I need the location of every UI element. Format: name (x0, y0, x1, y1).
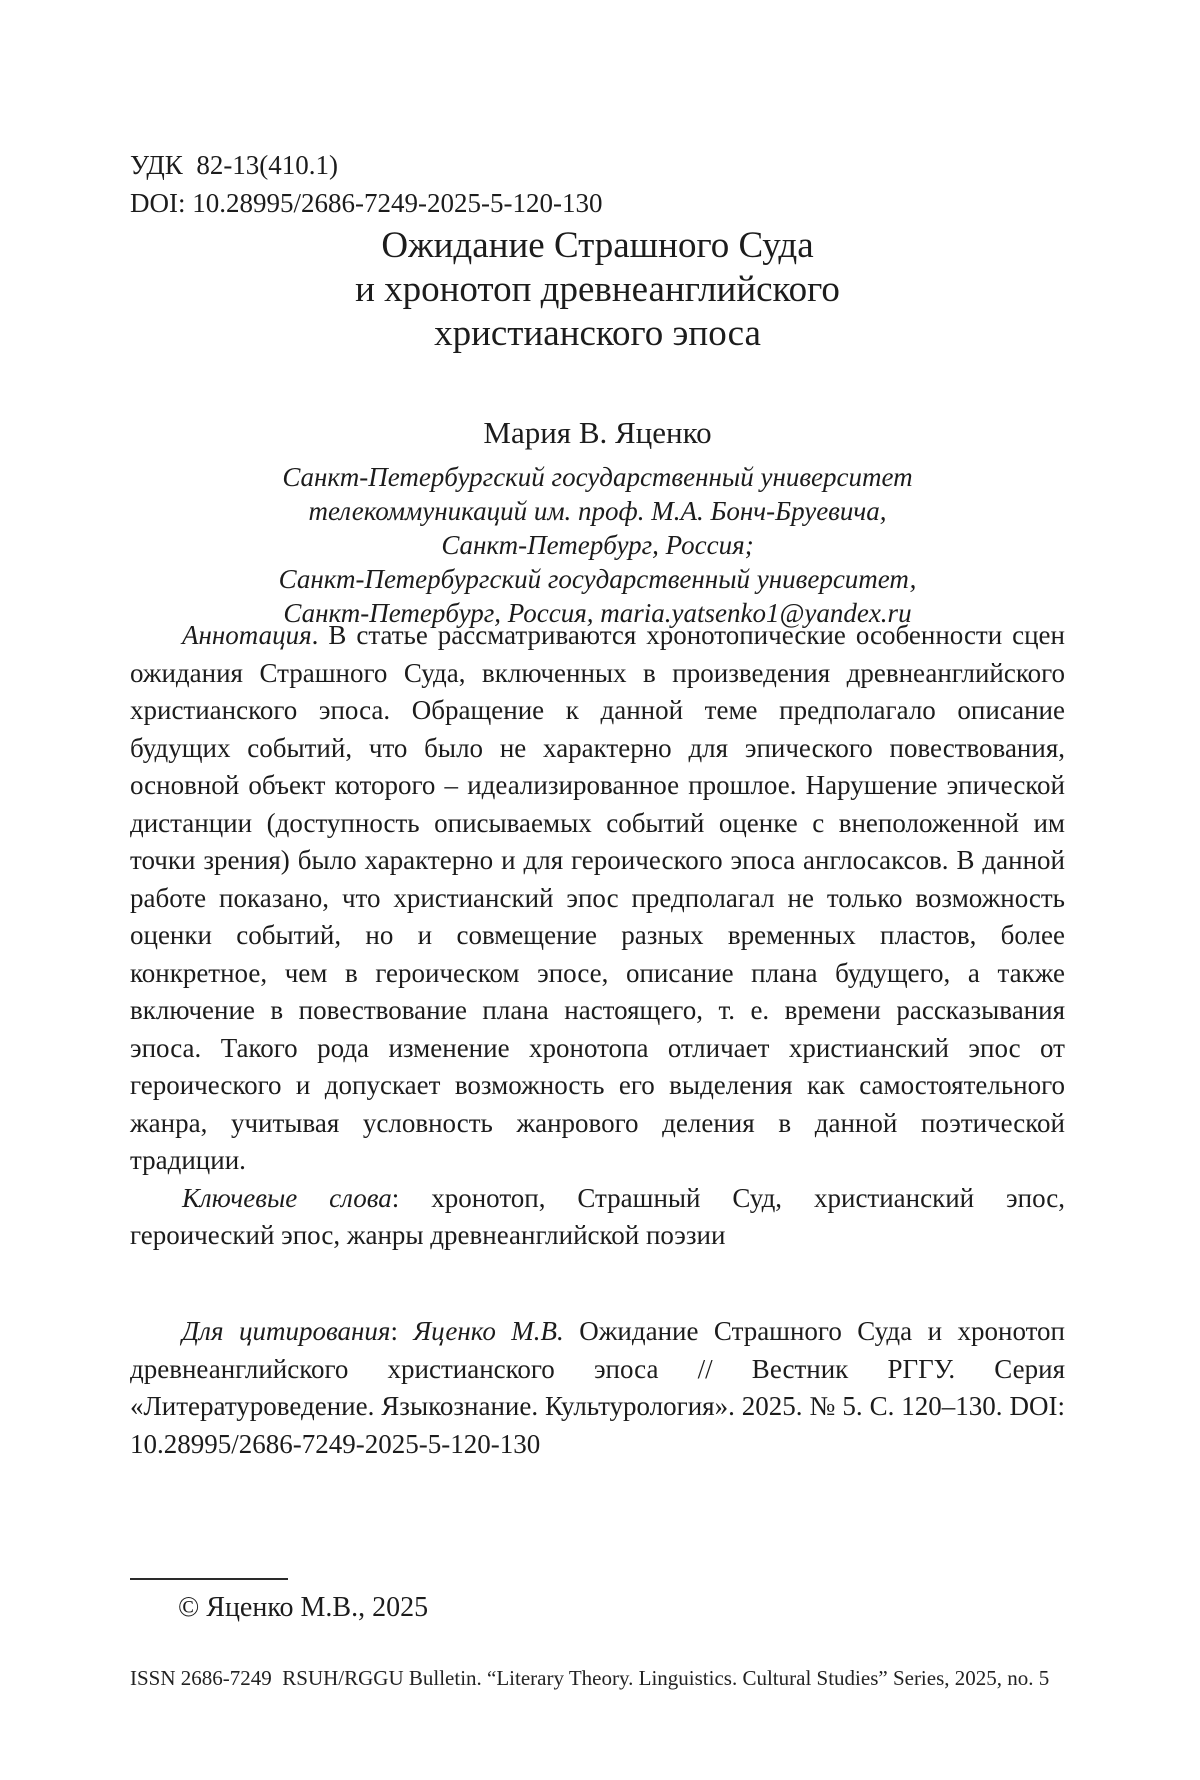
article-title-line: христианского эпоса (434, 313, 761, 354)
affiliation-line: Санкт-Петербург, Россия, maria.yatsenko1@yandex.ru (283, 598, 912, 628)
affiliation-line: Санкт-Петербург, Россия; (441, 530, 754, 560)
doi-code: DOI: 10.28995/2686-7249-2025-5-120-130 (130, 188, 603, 218)
citation-text: Ожидание Страшного Суда и хронотоп древнеанглийского христианского эпоса // Вестник РГГУ. Серия «Литературоведение. Языкознание. Культурология». 2025. № 5. С. 120–130. DOI: 10.28995/2686-7249-2025-5-120-130 (130, 1316, 1066, 1459)
abstract-section (130, 617, 1065, 1255)
footnote-rule (130, 1578, 288, 1580)
keywords-paragraph (130, 1180, 1065, 1255)
keywords-label: Ключевые слова (182, 1182, 392, 1213)
abstract-label: Аннотация (182, 620, 312, 650)
abstract-paragraph (130, 617, 1065, 1180)
citation-separator: : (390, 1316, 414, 1346)
author-affiliation (130, 460, 1065, 630)
article-title (130, 224, 1065, 356)
udc-code: УДК 82-13(410.1) (130, 150, 339, 180)
citation-paragraph (130, 1313, 1065, 1463)
keywords-text: : хронотоп, Страшный Суд, христианский эпос, героический эпос, жанры древнеанглийской поэзии (130, 1182, 1065, 1250)
article-title-line: Ожидание Страшного Суда (381, 225, 814, 266)
article-meta (130, 146, 1065, 222)
abstract-text: . В статье рассматриваются хронотопические особенности сцен ожидания Страшного Суда, включенных в произведения древнеанглийского христианского эпоса. Обращение к данной теме предполагало описание будущих событий, что было не характерно для эпического повествования, основной объект которого – идеализированное прошлое. Нарушение эпической дистанции (доступность описываемых событий оценке с внеположенной им точки зрения) было характерно и для героического эпоса англосаксов. В данной работе показано, что христианский эпос предполагал не только возможность оценки событий, но и совмещение разных временных пластов, более конкретное, чем в героическом эпосе, описание плана будущего, а также включение в повествование плана настоящего, т. е. времени рассказывания эпоса. Такого рода изменение хронотопа отличает христианский эпос от героического и допускает возможность его выделения как самостоятельного жанра, учитывая условность жанрового деления в данной поэтической традиции. (130, 620, 1065, 1175)
citation-section (130, 1313, 1065, 1463)
affiliation-line: Санкт-Петербургский государственный университет (282, 462, 913, 492)
affiliation-line: телекоммуникаций им. проф. М.А. Бонч-Бруевича, (308, 496, 887, 526)
author-name: Мария В. Яценко (483, 415, 712, 450)
citation-label: Для цитирования (182, 1316, 391, 1346)
citation-author: Яценко М.В. (413, 1316, 564, 1346)
copyright-section (130, 1578, 1065, 1624)
affiliation-line: Санкт-Петербургский государственный университет, (278, 564, 917, 594)
copyright-text: © Яценко М.В., 2025 (178, 1592, 429, 1623)
journal-footer: ISSN 2686-7249 RSUH/RGGU Bulletin. “Literary Theory. Linguistics. Cultural Studies” Series, 2025, no. 5 (130, 1666, 1050, 1690)
article-title-line: и хронотоп древнеанглийского (355, 269, 840, 310)
